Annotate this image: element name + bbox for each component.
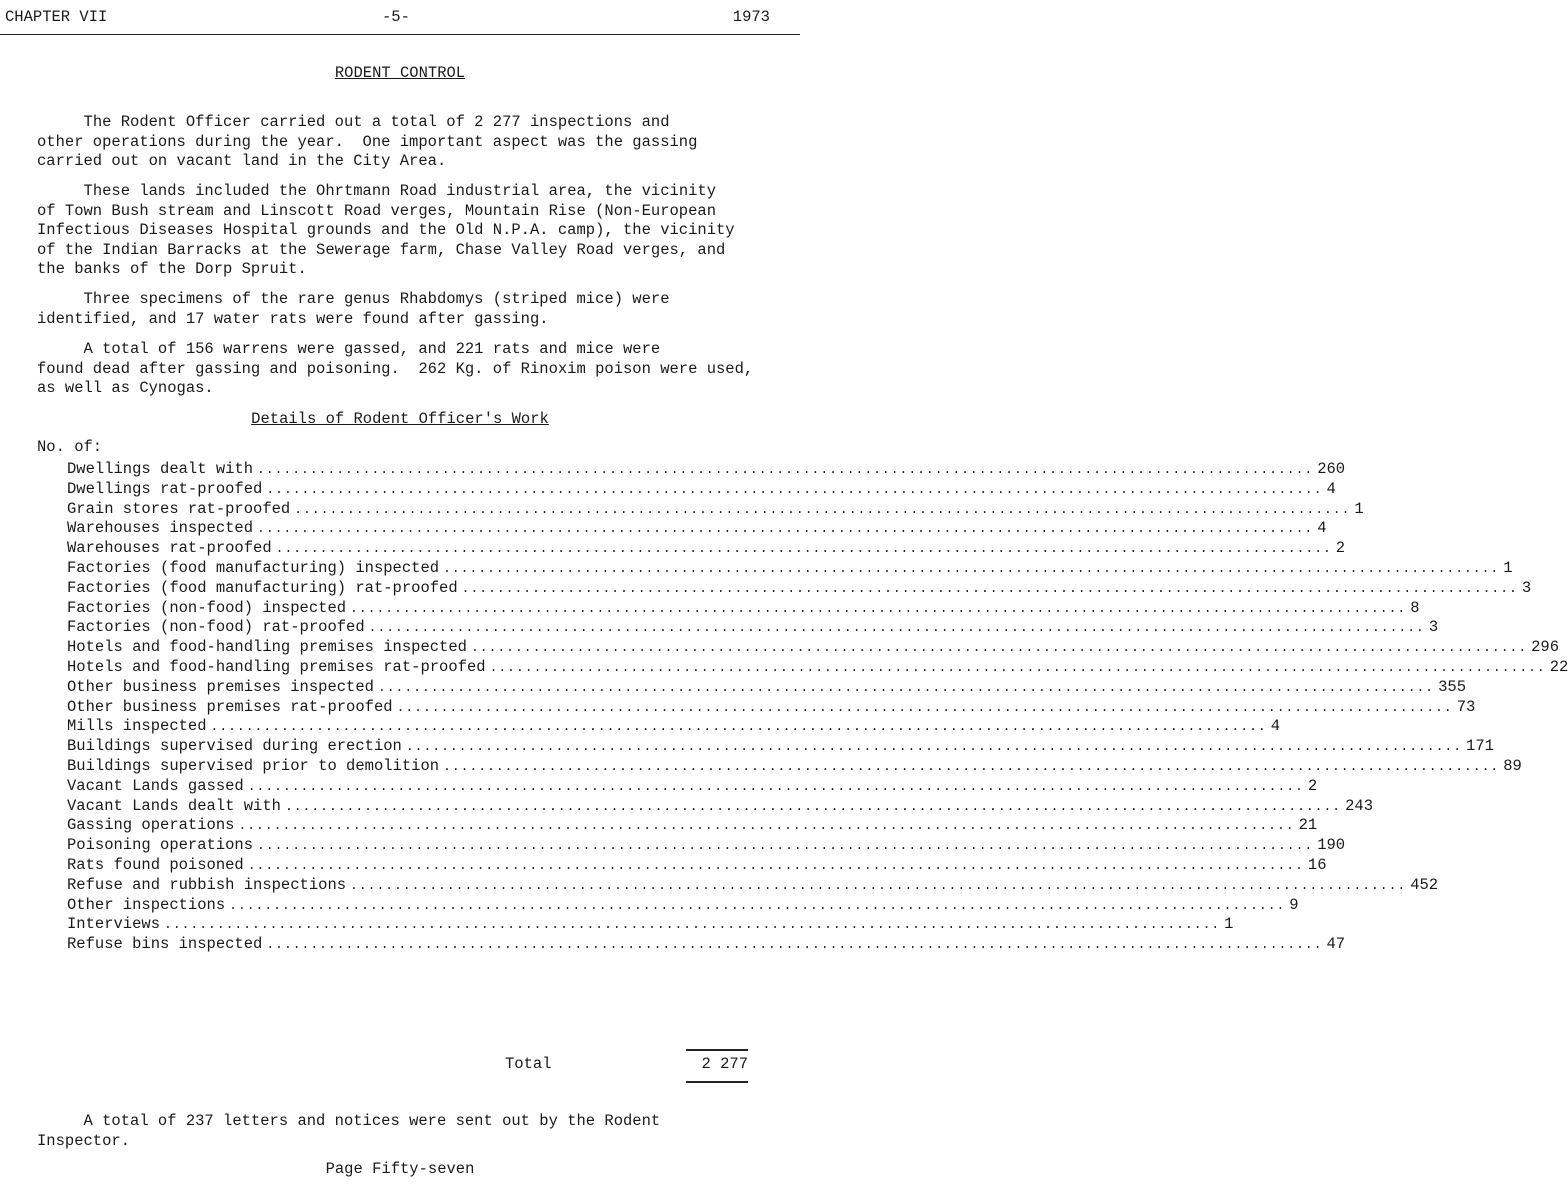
leader-dots: ........................................................................................................................ — [247, 778, 1304, 794]
item-value: 22 — [1549, 657, 1568, 676]
leader-dots: ........................................................................................................................ — [405, 739, 1463, 755]
leader-dots: ........................................................................................................................ — [257, 521, 1314, 537]
list-item — [67, 578, 1532, 599]
item-value: 452 — [1410, 875, 1439, 894]
leader-dots: ........................................................................................................................ — [489, 659, 1546, 675]
leader-dots: ........................................................................................................................ — [350, 877, 1407, 893]
list-item — [67, 836, 1346, 856]
item-value: 296 — [1531, 638, 1560, 657]
list-item — [67, 558, 1513, 579]
item-value: 4 — [1317, 519, 1327, 538]
chapter-label: CHAPTER VII — [5, 8, 108, 26]
item-label: Buildings supervised during erection — [67, 737, 402, 756]
leader-dots: ........................................................................................................................ — [368, 620, 1425, 636]
item-value: 16 — [1307, 855, 1327, 874]
leader-dots: ........................................................................................................................ — [210, 719, 1267, 735]
leader-dots: ........................................................................................................................ — [443, 758, 1500, 774]
list-item — [67, 618, 1439, 638]
item-label: Other business premises inspected — [67, 677, 374, 696]
item-value: 2 — [1335, 539, 1346, 558]
item-label: Vacant Lands dealt with — [67, 796, 281, 815]
leader-dots: ........................................................................................................................ — [247, 857, 1304, 873]
item-label: Hotels and food-handling premises inspected — [67, 638, 467, 657]
item-label: Other inspections — [67, 895, 226, 914]
item-value: 171 — [1466, 737, 1494, 756]
leader-dots: ........................................................................................................................ — [229, 897, 1286, 913]
leader-dots: ........................................................................................................................ — [377, 679, 1435, 695]
page-number: -5- — [382, 8, 410, 26]
item-label: Gassing operations — [67, 816, 235, 835]
item-label: Factories (non-food) rat-proofed — [67, 618, 365, 637]
list-item — [67, 935, 1346, 955]
leader-dots: ........................................................................................................................ — [294, 501, 1351, 517]
item-label: Factories (food manufacturing) rat-proofed — [67, 578, 458, 597]
item-value: 47 — [1326, 935, 1346, 954]
item-value: 4 — [1270, 717, 1280, 736]
paragraph-warrens: A total of 156 warrens were gassed, and 221 rats and mice were found dead after gassing and poisoning. 262 Kg. of Rinoxim poison were used, as well as Cynogas. — [37, 340, 754, 397]
year-label: 1973 — [732, 8, 770, 26]
list-item — [67, 598, 1420, 619]
list-item — [67, 875, 1439, 896]
list-item — [67, 499, 1364, 520]
leader-dots: ........................................................................................................................ — [350, 600, 1407, 616]
item-label: Dwellings rat-proofed — [67, 479, 263, 498]
page-footer: Page Fifty-seven — [325, 1160, 475, 1178]
item-label: Buildings supervised prior to demolition — [67, 756, 440, 775]
paragraph-lands: These lands included the Ohrtmann Road industrial area, the vicinity of Town Bush stream and Linscott Road verges, Mountain Rise (Non-European Infectious Diseases Hospital grounds and the Old N.P.A. camp), the vicinity of the Indian Barracks at the Sewerage farm, Chase Valley Road verges, and the banks of the Dorp Spruit. — [37, 182, 735, 278]
leader-dots: ........................................................................................................................ — [275, 541, 1332, 557]
paragraph-specimens: Three specimens of the rare genus Rhabdomys (striped mice) were identified, and 17 water rats were found after gassing. — [37, 290, 670, 328]
item-label: Warehouses inspected — [67, 519, 254, 538]
work-details-list — [67, 460, 1568, 955]
paragraph-inspections-summary: The Rodent Officer carried out a total of 2 277 inspections and other operations during the year. One important aspect was the gassing carried out on vacant land in the City Area. — [37, 113, 698, 170]
total-label: Total — [505, 1055, 552, 1073]
item-value: 73 — [1456, 697, 1476, 716]
item-label: Mills inspected — [67, 717, 207, 736]
item-value: 89 — [1503, 756, 1522, 775]
paragraph-letters: A total of 237 letters and notices were sent out by the Rodent Inspector. — [37, 1112, 661, 1150]
list-item — [67, 539, 1346, 559]
leader-dots: ........................................................................................................................ — [257, 462, 1314, 477]
item-label: Dwellings dealt with — [67, 460, 254, 478]
list-item — [67, 717, 1280, 737]
item-label: Factories (non-food) inspected — [67, 598, 347, 617]
list-item — [67, 776, 1318, 797]
leader-dots: ........................................................................................................................ — [238, 818, 1295, 834]
list-item — [67, 460, 1346, 480]
item-label: Hotels and food-handling premises rat-proofed — [67, 657, 486, 676]
leader-dots: ........................................................................................................................ — [461, 580, 1518, 596]
leader-dots: ........................................................................................................................ — [257, 838, 1314, 854]
list-item — [67, 756, 1522, 777]
leader-dots: ........................................................................................................................ — [266, 481, 1323, 497]
list-item — [67, 816, 1318, 836]
item-value: 1 — [1503, 558, 1513, 577]
item-value: 8 — [1410, 598, 1420, 617]
details-subtitle: Details of Rodent Officer's Work — [251, 410, 549, 428]
item-value: 3 — [1521, 578, 1532, 597]
item-value: 1 — [1354, 499, 1364, 518]
total-rule-bottom — [686, 1081, 748, 1083]
item-value: 4 — [1326, 479, 1336, 498]
list-item — [67, 895, 1299, 916]
item-label: Refuse and rubbish inspections — [67, 875, 347, 894]
item-label: Rats found poisoned — [67, 855, 244, 874]
list-item — [67, 796, 1373, 817]
list-item — [67, 657, 1568, 678]
page-header — [0, 6, 800, 35]
item-label: Interviews — [67, 915, 161, 934]
item-label: Factories (food manufacturing) inspected — [67, 558, 440, 577]
item-label: Refuse bins inspected — [67, 935, 263, 954]
item-value: 9 — [1289, 895, 1299, 914]
item-label: Vacant Lands gassed — [67, 776, 244, 795]
item-value: 2 — [1307, 776, 1318, 795]
list-item — [67, 915, 1234, 935]
item-label: Other business premises rat-proofed — [67, 697, 393, 716]
item-value: 190 — [1317, 836, 1346, 855]
leader-dots: ........................................................................................................................ — [443, 560, 1500, 576]
list-item — [67, 855, 1327, 876]
item-label: Grain stores rat-proofed — [67, 499, 291, 518]
leader-dots: ........................................................................................................................ — [266, 937, 1323, 953]
item-value: 21 — [1298, 816, 1318, 835]
list-item — [67, 737, 1494, 757]
list-intro: No. of: — [37, 438, 103, 456]
total-rule-top — [686, 1049, 748, 1051]
leader-dots: ........................................................................................................................ — [284, 798, 1342, 814]
list-item — [67, 677, 1467, 698]
item-value: 3 — [1428, 618, 1439, 637]
item-value: 243 — [1345, 796, 1373, 815]
list-item — [67, 697, 1476, 718]
item-value: 1 — [1224, 915, 1234, 934]
section-title: RODENT CONTROL — [334, 64, 466, 82]
item-value: 355 — [1438, 677, 1467, 696]
leader-dots: ........................................................................................................................ — [396, 699, 1453, 715]
list-item — [67, 479, 1336, 500]
item-label: Warehouses rat-proofed — [67, 539, 272, 558]
list-item — [67, 638, 1560, 658]
item-label: Poisoning operations — [67, 836, 254, 855]
item-value: 260 — [1317, 460, 1346, 478]
leader-dots: ........................................................................................................................ — [164, 917, 1221, 933]
total-value: 2 277 — [701, 1055, 748, 1073]
list-item — [67, 519, 1327, 539]
leader-dots: ........................................................................................................................ — [470, 640, 1528, 656]
